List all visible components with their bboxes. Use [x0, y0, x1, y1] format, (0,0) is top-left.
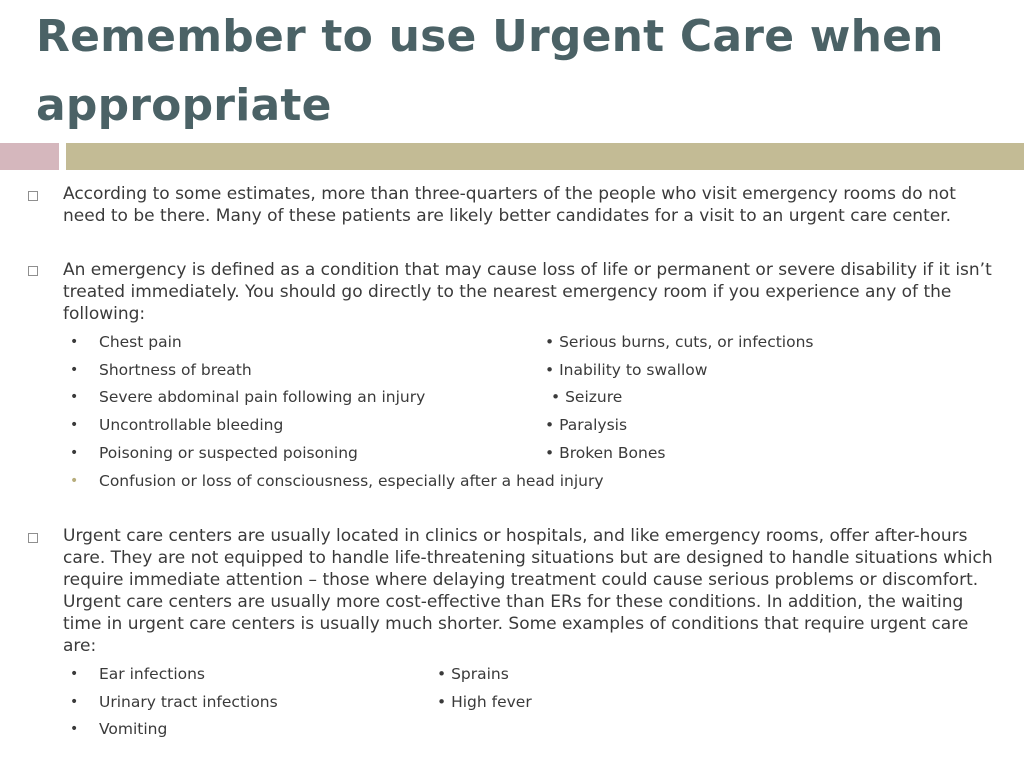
- paragraph-emergency-definition: An emergency is defined as a condition that may cause loss of life or permanent or severe disability if it isn’t treated immediately. You should go directly to the nearest emergency room if you experience any of the following:: [63, 260, 992, 324]
- bullet-dot-icon: •: [70, 362, 79, 378]
- square-bullet-icon: [28, 266, 38, 276]
- square-bullet-icon: [28, 191, 38, 201]
- emergency-item: Severe abdominal pain following an injury: [99, 388, 426, 406]
- accent-bar-olive: [66, 143, 1024, 170]
- bullet-dot-icon: •: [70, 417, 79, 433]
- bullet-dot-icon: •: [70, 473, 79, 489]
- emergency-item: • Paralysis: [545, 416, 628, 434]
- urgent-item: • Sprains: [437, 665, 509, 683]
- emergency-item: Chest pain: [99, 333, 182, 351]
- emergency-item: • Serious burns, cuts, or infections: [545, 333, 814, 351]
- square-bullet-icon: [28, 533, 38, 543]
- emergency-item: Confusion or loss of consciousness, especially after a head injury: [99, 472, 604, 490]
- emergency-item: Poisoning or suspected poisoning: [99, 444, 358, 462]
- bullet-dot-icon: •: [70, 389, 79, 405]
- emergency-item: • Broken Bones: [545, 444, 666, 462]
- bullet-dot-icon: •: [70, 334, 79, 350]
- slide-title: Remember to use Urgent Care when appropriate: [36, 11, 944, 131]
- bullet-dot-icon: •: [70, 694, 79, 710]
- paragraph-urgent-care: Urgent care centers are usually located in clinics or hospitals, and like emergency rooms, offer after-hours care. They are not equipped to handle life-threatening situations but are designed to handle situations which require immediate attention – those where delaying treatment could cause serious problems or discomfort. Urgent care centers are usually more cost-effective than ERs for these conditions. In addition, the waiting time in urgent care centers is usually much shorter. Some examples of conditions that require urgent care are:: [63, 526, 993, 656]
- urgent-item: Urinary tract infections: [99, 693, 278, 711]
- bullet-dot-icon: •: [70, 721, 79, 737]
- accent-bar-pink: [0, 143, 59, 170]
- emergency-item: • Inability to swallow: [545, 361, 708, 379]
- bullet-dot-icon: •: [70, 445, 79, 461]
- bullet-dot-icon: •: [70, 666, 79, 682]
- emergency-item: Shortness of breath: [99, 361, 252, 379]
- urgent-item: • High fever: [437, 693, 532, 711]
- emergency-item: • Seizure: [551, 388, 623, 406]
- urgent-item: Vomiting: [99, 720, 168, 738]
- paragraph-er-estimates: According to some estimates, more than three-quarters of the people who visit emergency rooms do not need to be there. Many of these patients are likely better candidates for a visit to an urgent care center.: [63, 184, 956, 226]
- urgent-item: Ear infections: [99, 665, 206, 683]
- emergency-item: Uncontrollable bleeding: [99, 416, 284, 434]
